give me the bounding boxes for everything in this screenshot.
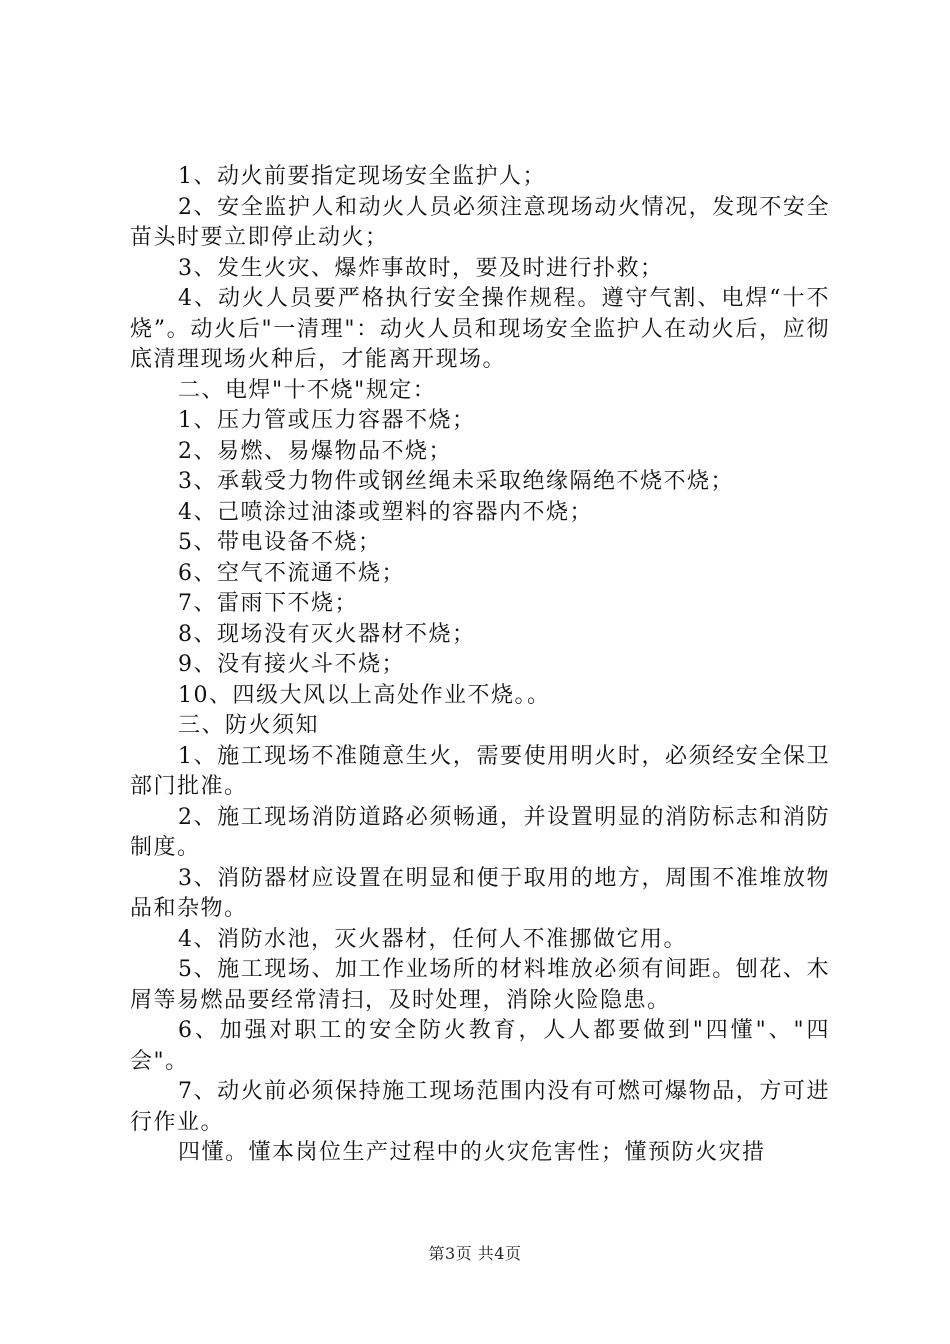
paragraph: 1、压力管或压力容器不烧； <box>178 408 476 433</box>
paragraph: 5、带电设备不烧； <box>178 530 382 555</box>
page-number-label: 第3页 共4页 <box>428 1244 522 1263</box>
paragraph: 10、四级大风以上高处作业不烧。。 <box>178 682 551 708</box>
paragraph: 3、发生火灾、爆炸事故时，要及时进行扑救； <box>178 255 664 281</box>
paragraph: 2、施工现场消防道路必须畅通，并设置明显的消防标志和消防制度。 <box>130 804 830 860</box>
paragraph: 2、易燃、易爆物品不烧； <box>178 438 452 464</box>
paragraph: 7、动火前必须保持施工现场范围内没有可燃可爆物品，方可进行作业。 <box>130 1079 830 1135</box>
section-heading: 二、电焊"十不烧"规定： <box>178 377 437 403</box>
document-body <box>130 162 830 1169</box>
paragraph: 8、现场没有灭火器材不烧； <box>178 621 476 647</box>
paragraph: 4、消防水池，灭火器材，任何人不准挪做它用。 <box>178 926 687 952</box>
paragraph: 7、雷雨下不烧； <box>178 591 358 616</box>
paragraph: 6、空气不流通不烧； <box>178 560 405 586</box>
paragraph: 1、施工现场不准随意生火，需要使用明火时，必须经安全保卫部门批准。 <box>130 743 830 799</box>
paragraph: 4、己喷涂过油漆或塑料的容器内不烧； <box>178 499 593 525</box>
paragraph: 四懂。懂本岗位生产过程中的火灾危害性；懂预防火灾措 <box>178 1140 766 1165</box>
paragraph: 5、施工现场、加工作业场所的材料堆放必须有间距。刨花、木屑等易燃品要经常清扫，及时处理，消除火险隐患。 <box>130 957 830 1013</box>
page-footer <box>0 1241 950 1264</box>
paragraph: 6、加强对职工的安全防火教育，人人都要做到"四懂"、"四会"。 <box>130 1018 830 1074</box>
paragraph: 9、没有接火斗不烧； <box>178 652 405 677</box>
paragraph: 3、承载受力物件或钢丝绳未采取绝缘隔绝不烧不烧； <box>178 469 734 494</box>
paragraph: 4、动火人员要严格执行安全操作规程。遵守气割、电焊“十不烧”。动火后"一清理"：动火人员和现场安全监护人在动火后，应彻底清理现场火种后，才能离开现场。 <box>130 286 830 372</box>
paragraph: 1、动火前要指定现场安全监护人； <box>178 164 546 189</box>
section-heading: 三、防火须知 <box>178 713 320 738</box>
paragraph: 3、消防器材应设置在明显和便于取用的地方，周围不准堆放物品和杂物。 <box>130 865 830 921</box>
paragraph: 2、安全监护人和动火人员必须注意现场动火情况，发现不安全苗头时要立即停止动火； <box>130 194 830 250</box>
